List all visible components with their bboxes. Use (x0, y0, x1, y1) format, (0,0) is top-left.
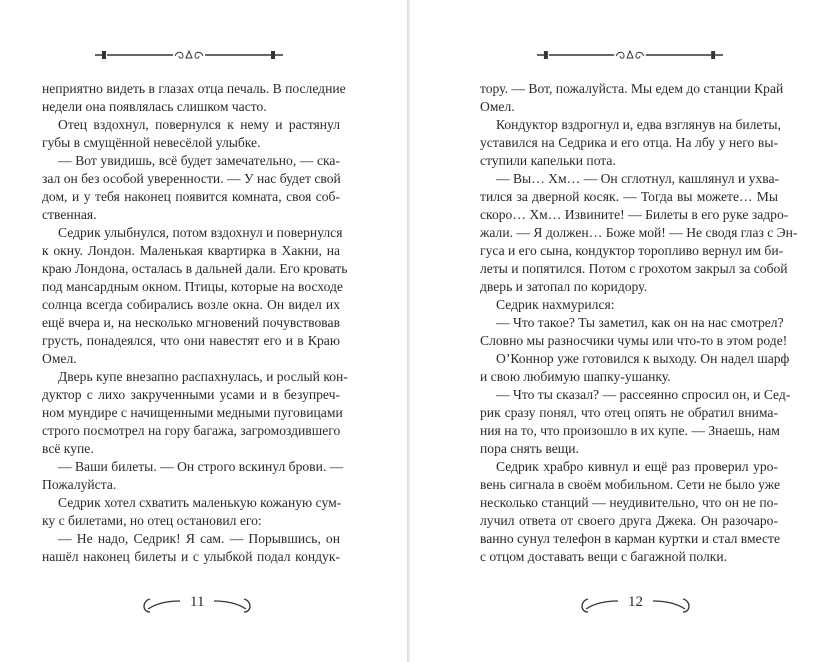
text-line: пора снять вещи. (480, 441, 579, 456)
paragraph (480, 80, 784, 116)
text-line: дуктор с лихо закрученными усами и в безупреч- (42, 387, 340, 402)
paragraph (480, 116, 781, 170)
left-flourish-icon (140, 595, 182, 615)
text-line: Седрик улыбнулся, потом вздохнул и повернулся (58, 225, 343, 240)
text-line: губы в смущённой невесёлой улыбке. (42, 135, 261, 150)
text-line: скоро… Хм… Извините! — Билеты в его руке задро- (480, 207, 789, 222)
paragraph (42, 224, 348, 368)
text-line: ку с билетами, но отец остановил его: (42, 513, 262, 528)
header-ornament (93, 48, 285, 62)
right-flourish-icon (212, 595, 254, 615)
text-line: тился за дверной косяк. — Тогда вы можете… Мы (480, 189, 778, 204)
paragraph (42, 368, 348, 458)
paragraph (42, 152, 340, 224)
page-number-footer (578, 590, 693, 620)
paragraph (480, 314, 788, 350)
left-flourish-icon (578, 595, 620, 615)
text-line: — Что ты сказал? — рассеянно спросил он, и Сед- (496, 387, 791, 402)
page-number: 11 (190, 593, 205, 610)
text-line: краю Лондона, осталась в дальней дали. Его кровать (42, 261, 348, 276)
paragraph (42, 116, 340, 152)
paragraph (480, 458, 781, 566)
header-ornament (535, 48, 725, 62)
text-line: Омел. (42, 351, 77, 366)
text-line: строго посмотрел на гору багажа, загромоздившего (42, 423, 341, 438)
text-line: Отец вздохнул, повернулся к нему и растянул (58, 117, 340, 132)
text-line: лучил ответа от своего друга Джека. Он разочаро- (480, 513, 778, 528)
text-line: леты и попятился. Потом с грохотом закрыл за собой (480, 261, 788, 276)
text-line: — Вы… Хм… — Он сглотнул, кашлянул и ухва- (496, 171, 780, 186)
paragraph (480, 296, 778, 314)
left-page (0, 0, 407, 662)
text-line: Омел. (480, 99, 515, 114)
text-line: тору. — Вот, пожалуйста. Мы едем до станции Край (480, 81, 784, 96)
text-line: к окну. Лондон. Маленькая квартирка в Хакни, на (42, 243, 340, 258)
text-line: солнца всегда собирались возле окна. Он видел их (42, 297, 340, 312)
text-line: — Не надо, Седрик! Я сам. — Порывшись, он (58, 531, 340, 546)
text-line: ещё вчера и, на несколько мгновений почувствовав (42, 315, 340, 330)
text-line: ванно сунул телефон в карман куртки и стал вместе (480, 531, 780, 546)
text-line: недели она появлялась слишком часто. (42, 99, 267, 114)
text-line: рик сразу понял, что отец опять не обратил внима- (480, 405, 778, 420)
text-line: дверь и затопал по коридору. (480, 279, 647, 294)
text-line: — Вот увидишь, всё будет замечательно, — ска- (58, 153, 340, 168)
text-line: нашёл наконец билеты и с улыбкой подал кондук- (42, 549, 340, 564)
text-line: с отцом доставать вещи с багажной полки. (480, 549, 728, 564)
text-line: под мансардным окном. Птицы, которые на восходе (42, 279, 343, 294)
page-number: 12 (628, 593, 643, 610)
text-line: неприятно видеть в глазах отца печаль. В последние (42, 81, 346, 96)
page-text (480, 80, 798, 566)
text-line: и свою любимую шапку-ушанку. (480, 369, 671, 384)
text-line: О’Коннор уже готовился к выходу. Он надел шарф (496, 351, 790, 366)
paragraph (42, 530, 340, 566)
paragraph (42, 80, 346, 116)
right-flourish-icon (651, 595, 693, 615)
text-line: — Ваши билеты. — Он строго вскинул брови. — (58, 459, 344, 474)
text-line: несколько станций — неудивительно, что он не по- (480, 495, 778, 510)
text-line: Седрик храбро кивнул и ещё раз проверил уро- (496, 459, 778, 474)
text-line: жали. — Я должен… Боже мой! — Не сводя глаз с Эн- (480, 225, 798, 240)
text-line: — Что такое? Ты заметил, как он на нас смотрел? (496, 315, 784, 330)
text-line: зал он без особой уверенности. — У нас будет свой (42, 171, 341, 186)
text-line: дом, и у тебя наконец появится комната, своя соб- (42, 189, 340, 204)
text-line: Пожалуйста. (42, 477, 117, 492)
text-line: Дверь купе внезапно распахнулась, и рослый кон- (58, 369, 348, 384)
text-line: вень сигнала в своём мобильном. Сети не было уже (480, 477, 781, 492)
paragraph (480, 170, 798, 296)
page-text (42, 80, 348, 566)
text-line: грусть, понадеялся, что они навестят его и в Краю (42, 333, 340, 348)
text-line: всё купе. (42, 441, 94, 456)
right-page (410, 0, 819, 662)
text-line: ном мундире с начищенными медными пуговицами (42, 405, 343, 420)
text-line: уставился на Седрика и его отца. На лбу у него вы- (480, 135, 778, 150)
page-number-footer (140, 590, 254, 620)
text-line: ния на то, что произошло в их купе. — Знаешь, нам (480, 423, 780, 438)
text-line: Словно мы разносчики чумы или что-то в этом роде! (480, 333, 788, 348)
text-line: гуса и его сына, кондуктор торопливо вернул им би- (480, 243, 784, 258)
text-line: Кондуктор вздрогнул и, едва взглянув на билеты, (496, 117, 781, 132)
text-line: Седрик хотел схватить маленькую кожаную сум- (58, 495, 342, 510)
text-line: ственная. (42, 207, 97, 222)
paragraph (42, 458, 344, 494)
text-line: Седрик нахмурился: (496, 297, 615, 312)
paragraph (480, 350, 790, 386)
paragraph (42, 494, 340, 530)
text-line: ступили капельки пота. (480, 153, 616, 168)
paragraph (480, 386, 791, 458)
